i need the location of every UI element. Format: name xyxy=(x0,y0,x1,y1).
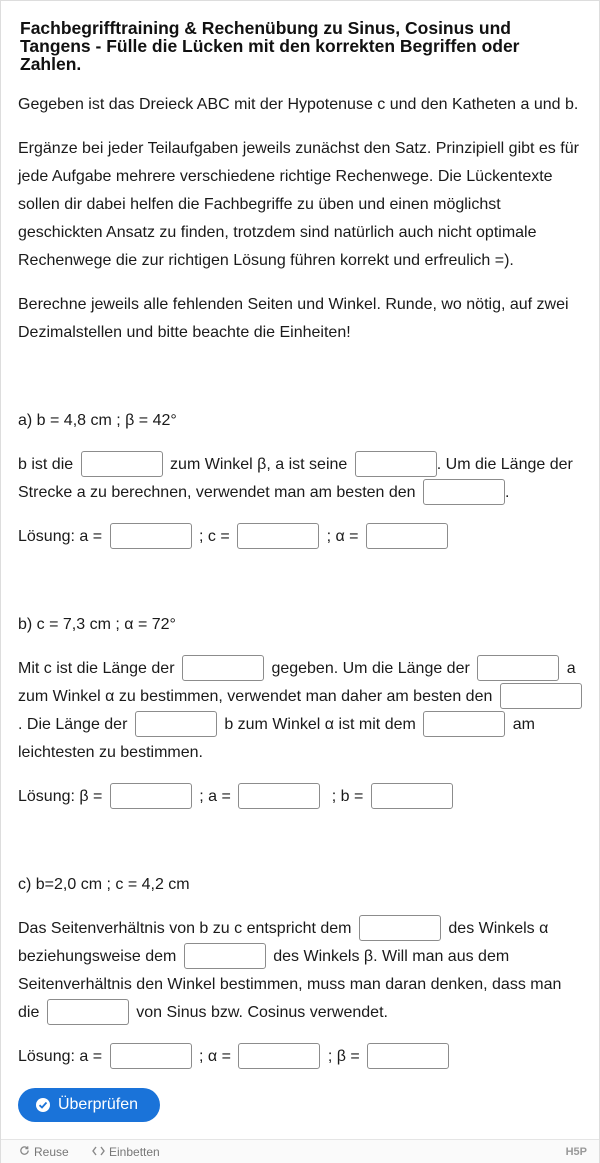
task-a-c-label: ; c = xyxy=(198,528,230,545)
task-c-text-4: von Sinus bzw. Cosinus verwendet. xyxy=(136,1004,388,1021)
task-a-gap-1[interactable] xyxy=(81,451,163,477)
task-a-solution-label: Lösung: a = xyxy=(18,528,103,545)
task-c-gap-3[interactable] xyxy=(47,999,129,1025)
task-b-gap-1[interactable] xyxy=(182,655,264,681)
task-a-answer-alpha[interactable] xyxy=(366,523,448,549)
check-button-label: Überprüfen xyxy=(57,1096,139,1113)
task-a-text-2: zum Winkel β, a ist seine xyxy=(170,456,348,473)
reuse-icon xyxy=(19,1145,30,1159)
task-c-answer-alpha[interactable] xyxy=(238,1043,320,1069)
task-a-answer-a[interactable] xyxy=(110,523,192,549)
task-a-text-4: . xyxy=(505,484,510,501)
task-b-heading: b) c = 7,3 cm ; α = 72° xyxy=(18,616,176,633)
task-a-text-3: . Um die Länge der Strecke a zu berechnen, verwendet man am besten den xyxy=(18,456,573,501)
task-b-text-1: Mit c ist die Länge der xyxy=(18,660,175,677)
task-a-solution xyxy=(18,523,584,551)
task-b-solution xyxy=(18,783,584,811)
task-c-heading: c) b=2,0 cm ; c = 4,2 cm xyxy=(18,876,190,893)
task-b-answer-a[interactable] xyxy=(238,783,320,809)
task-c-solution xyxy=(18,1043,584,1071)
task-b-b-label: ; b = xyxy=(331,788,364,805)
embed-link[interactable] xyxy=(92,1145,160,1159)
task-b-a-label: ; a = xyxy=(199,788,231,805)
task-c-gap-1[interactable] xyxy=(359,915,441,941)
task-c-text-1: Das Seitenverhältnis von b zu c entspricht dem xyxy=(18,920,352,937)
task-c-alpha-label: ; α = xyxy=(198,1048,231,1065)
task-a-gap-2[interactable] xyxy=(355,451,437,477)
task-b-sentence xyxy=(18,655,584,767)
task-c-beta-label: ; β = xyxy=(327,1048,360,1065)
task-b-text-6: am leichtesten zu bestimmen. xyxy=(18,716,535,761)
task-b-gap-5[interactable] xyxy=(423,711,505,737)
footer-bar xyxy=(1,1139,599,1163)
task-b-text-2: gegeben. Um die Länge der xyxy=(271,660,470,677)
task-a-sentence xyxy=(18,451,584,507)
task-c-solution-label: Lösung: a = xyxy=(18,1048,103,1065)
task-b-text-3: a zum Winkel α zu bestimmen, verwendet man daher am besten den xyxy=(18,660,576,705)
task-c-answer-beta[interactable] xyxy=(367,1043,449,1069)
intro-paragraph-1: Gegeben ist das Dreieck ABC mit der Hypotenuse c und den Katheten a und b. xyxy=(18,96,579,113)
task-a-answer-c[interactable] xyxy=(237,523,319,549)
task-a-gap-3[interactable] xyxy=(423,479,505,505)
check-button[interactable] xyxy=(18,1088,160,1122)
task-b-text-4: . Die Länge der xyxy=(18,716,128,733)
task-b-text-5: b zum Winkel α ist mit dem xyxy=(224,716,416,733)
embed-code-icon xyxy=(92,1145,105,1159)
task-b-solution-label: Lösung: β = xyxy=(18,788,103,805)
task-c-answer-a[interactable] xyxy=(110,1043,192,1069)
h5p-logo: H5P xyxy=(565,1146,587,1158)
check-circle-icon xyxy=(36,1098,50,1112)
task-c-sentence xyxy=(18,915,584,1027)
task-a-text-1: b ist die xyxy=(18,456,74,473)
task-c-gap-2[interactable] xyxy=(184,943,266,969)
task-b-answer-b[interactable] xyxy=(371,783,453,809)
page-title: Fachbegrifftraining & Rechenübung zu Sinus, Cosinus und Tangens - Fülle die Lücken mit den korrekten Begriffen oder Zahlen. xyxy=(20,18,520,74)
task-a-heading: a) b = 4,8 cm ; β = 42° xyxy=(18,412,177,429)
intro-paragraph-2: Ergänze bei jeder Teilaufgaben jeweils zunächst den Satz. Prinzipiell gibt es für jede Aufgabe mehrere verschiedene richtige Rechenwege. Die Lückentexte sollen dir dabei helfen die Fachbegriffe zu üben und einen möglichst geschickten Ansatz zu finden, trotzdem sind natürlich auch nicht optimale Rechenwege die zur richtigen Lösung führen korrekt und erfreulich =). xyxy=(18,140,579,269)
reuse-label: Reuse xyxy=(34,1145,69,1159)
task-c-text-2: des Winkels α beziehungsweise dem xyxy=(18,920,549,965)
task-b-gap-3[interactable] xyxy=(500,683,582,709)
intro-paragraph-3: Berechne jeweils alle fehlenden Seiten und Winkel. Runde, wo nötig, auf zwei Dezimalstellen und bitte beachte die Einheiten! xyxy=(18,296,569,341)
task-b-gap-2[interactable] xyxy=(477,655,559,681)
reuse-link[interactable] xyxy=(19,1145,69,1159)
task-b-gap-4[interactable] xyxy=(135,711,217,737)
task-b-answer-beta[interactable] xyxy=(110,783,192,809)
task-c-text-3: des Winkels β. Will man aus dem Seitenverhältnis den Winkel bestimmen, muss man daran denken, dass man die xyxy=(18,948,562,1021)
task-a-alpha-label: ; α = xyxy=(326,528,359,545)
embed-label: Einbetten xyxy=(109,1145,160,1159)
